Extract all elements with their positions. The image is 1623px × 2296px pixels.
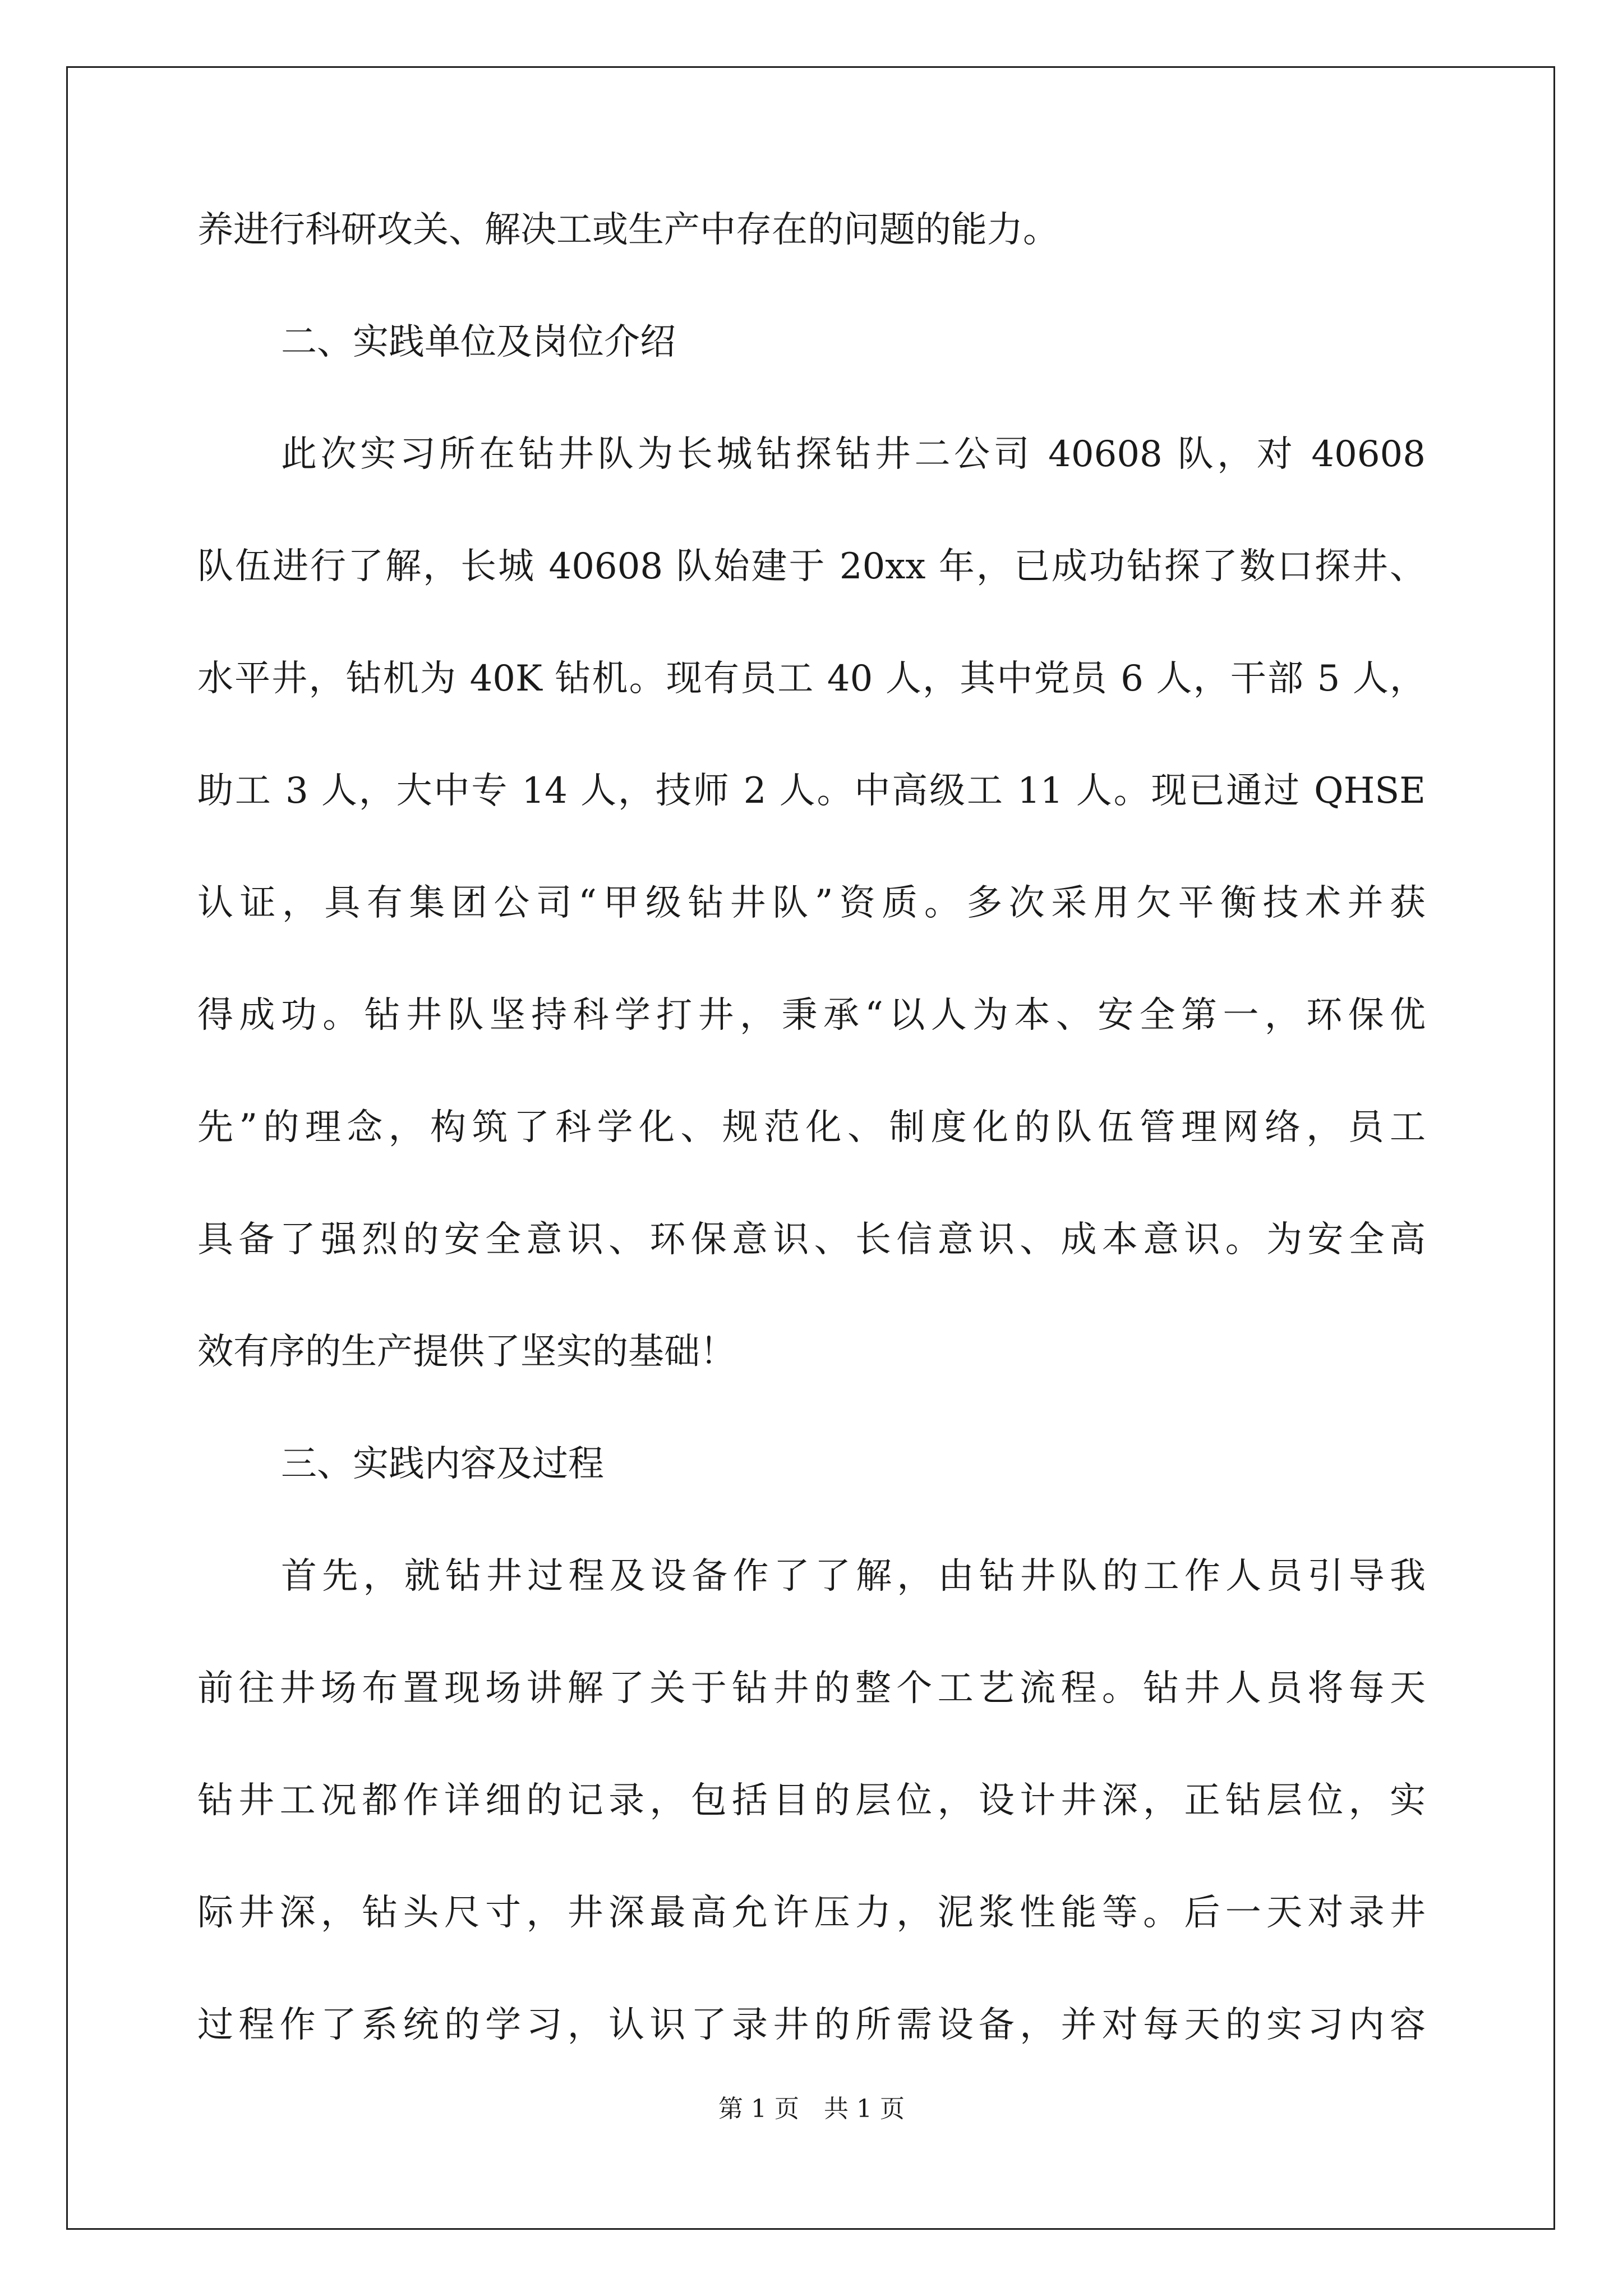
text-line: 二、实践单位及岗位介绍 (281, 321, 676, 363)
text-line: 三、实践内容及过程 (281, 1443, 604, 1485)
text-line: 得成功。钻井队坚持科学打井，秉承“以人为本、安全第一，环保优 (197, 995, 1426, 1036)
text-line: 钻井工况都作详细的记录，包括目的层位，设计井深，正钻层位，实 (197, 1780, 1426, 1821)
text-line: 先”的理念，构筑了科学化、规范化、制度化的队伍管理网络，员工 (197, 1107, 1426, 1148)
text-line: 养进行科研攻关、解决工或生产中存在的问题的能力。 (197, 209, 1059, 251)
document-body (197, 209, 1426, 2120)
text-line: 队伍进行了解，长城 40608 队始建于 20xx 年，已成功钻探了数口探井、 (197, 546, 1426, 587)
text-line: 助工 3 人，大中专 14 人，技师 2 人。中高级工 11 人。现已通过 QHSE (197, 770, 1426, 812)
text-line: 过程作了系统的学习，认识了录井的所需设备，并对每天的实习内容 (197, 2004, 1426, 2046)
text-line: 具备了强烈的安全意识、环保意识、长信意识、成本意识。为安全高 (197, 1219, 1426, 1260)
page-footer: 第 1 页 共 1 页 (718, 2095, 905, 2123)
text-line: 际井深，钻头尺寸，井深最高允许压力，泥浆性能等。后一天对录井 (197, 1892, 1426, 1934)
text-line: 首先，就钻井过程及设备作了了解，由钻井队的工作人员引导我 (281, 1556, 1426, 1597)
text-line: 水平井，钻机为 40K 钻机。现有员工 40 人，其中党员 6 人，干部 5 人， (197, 658, 1426, 700)
text-line: 前往井场布置现场讲解了关于钻井的整个工艺流程。钻井人员将每天 (197, 1668, 1426, 1709)
text-line: 认证，具有集团公司“甲级钻井队”资质。多次采用欠平衡技术并获 (197, 882, 1426, 924)
text-line: 效有序的生产提供了坚实的基础！ (197, 1331, 736, 1373)
text-line: 此次实习所在钻井队为长城钻探钻井二公司 40608 队，对 40608 (281, 434, 1426, 475)
